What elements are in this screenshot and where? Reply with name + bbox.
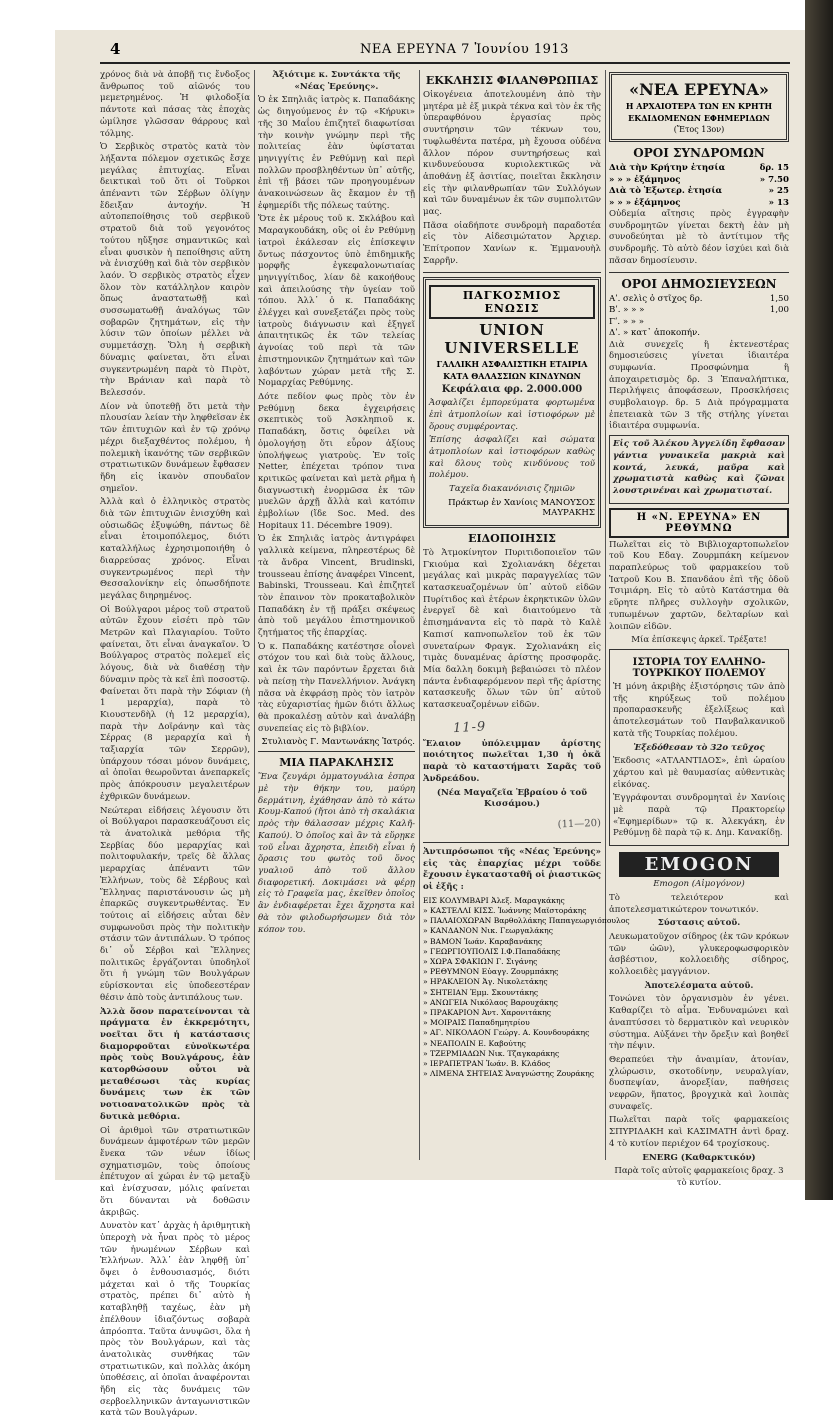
column-letter <box>258 70 415 1160</box>
list-item: » ΣΗΤΕΙΑΝ Ἐμμ. Σκουντάκης <box>423 987 539 997</box>
history-heading: ΙΣΤΟΡΙΑ ΤΟΥ ΕΛΛΗΝΟ-ΤΟΥΡΚΙΚΟΥ ΠΟΛΕΜΟΥ <box>632 656 766 679</box>
divider <box>423 842 601 843</box>
list-item: » ΚΑΝΔΑΝΟΝ Νικ. Γεωργαλάκης <box>423 926 553 936</box>
paper-sub: Η ΑΡΧΑΙΟΤΕΡΑ ΤΩΝ ΕΝ ΚΡΗΤΗ <box>625 101 773 111</box>
list-item: » ΤΖΕΡΜΙΑΔΩΝ Νικ. Τζαγκαράκης <box>423 1048 560 1058</box>
article-paragraph: Ὁ Σερβικὸς στρατὸς κατὰ τὸν λήξαντα πόλεμον σχετικῶς ἔσχε μεγάλας ἐπιτυχίας. Εἶναι δεικτικαὶ τοῦ ὅτι οἱ Τοῦρκοι ἀπέναντι τῶν Σέρβων ὀλίγην ἔδειξαν ἀντοχήν. Ἡ αὐτοπεποίθησις τοῦ σερβικοῦ στρατοῦ διὰ τοῦ γεγονότος τούτου ηὔξησε σημαντικῶς καὶ εἶναι φυσικὸν ἡ πεποίθησις αὕτη νὰ ἐνισχύθῃ καὶ διὰ τὸν σερβικὸν λαόν. Ὁ σερβικὸς στρατὸς εἶχεν ὅλον τὸν κατάλληλον καιρὸν ὅπως ἀναστατωθῇ καὶ συσσωματωθῇ ἀναλόγως τῶν σοβαρῶν ζητημάτων, εἰς τὴν λύσιν τῶν ὁποίων μέλλει νὰ συμμετάσχῃ. Ὅλη ἡ σερβικὴ δύναμις φαίνεται, ὅτι εἶναι συγκεντρωμένη παρὰ τὸ Πιρὸτ, τὴν Βράνιαν καὶ παρὰ τὸ Βελεσσόν. <box>100 142 250 398</box>
charity-heading: ΕΚΚΛΗΣΙΣ ΦΙΛΑΝΘΡΩΠΙΑΣ <box>425 74 599 87</box>
table-row <box>609 328 789 340</box>
article-paragraph: Δίον νὰ ὑποτεθῇ ὅτι μετὰ τὴν πλουσίαν λείαν τὴν ληφθεῖσαν ἐκ τῶν ἐπιτυχιῶν καὶ ἐν τῷ χρόνῳ μέχρι διεξαχθέντος πολέμου, ἡ πολεμικὴ ἱκανότης τῶν σερβικῶν στρατιωτικῶν δυνάμεων ἔφθασεν ἤδη εἰς ἱκανὸν σπουδαῖον σημεῖον. <box>100 401 250 494</box>
row-value: δρ. 15 <box>759 163 789 173</box>
insurance-text: Ἀσφαλίζει ἐμπορεύματα φορτωμένα ἐπὶ ἀτμοπλοίων καὶ ἱστιοφόρων μὲ ὅρους συμφέροντας. <box>429 398 595 432</box>
row-label: Διὰ τὸ Ἐξωτερ. ἐτησία <box>609 186 723 196</box>
table-row <box>609 294 789 306</box>
list-item: » ΑΓ. ΝΙΚΟΛΑΟΝ Γεώργ. Α. Κουνδουράκης <box>423 1028 590 1038</box>
row-value: 1,00 <box>769 305 789 316</box>
article-paragraph-bold: Ἀλλὰ ὅσον παρατείνονται τὰ πράγματα ἐν ἐκκρεμότητι, νοεῖται ὅτι ἡ κατάστασις διαμορφοῦται εὐνοϊκωτέρα πρὸς τοὺς Βουλγάρους, ἐὰν κατορθώσουν οὗτοι νὰ μεταθέσωσι τὰς κυρίας δυνάμεις των ἐκ τῶν νοτιοανατολικῶν πρὸς τὰ δυτικὰ μεθόρια. <box>100 1006 250 1122</box>
table-row <box>609 175 789 187</box>
emogon-sale: Πωλεῖται παρὰ τοῖς φαρμακείοις ΣΠΥΡΙΔΑΚΗ καὶ ΚΑΣΙΜΑΤΗ ἀντὶ δραχ. 4 τὸ κυτίον περιέχον 64 τροχίσκους. <box>609 1115 789 1149</box>
emogon-banner: EMOGON <box>619 852 779 877</box>
history-issue: Ἐξεδόθεσαν τὸ 32ο τεῦχος <box>633 742 765 753</box>
list-item: » ΠΑΛΑΙΟΧΩΡΑΝ Βαρθολλάκης Παπαγεωργιόπουλος <box>423 916 630 926</box>
row-label: Βʹ. » » » <box>609 305 645 316</box>
row-value: 1,50 <box>769 293 789 304</box>
paper-name: «ΝΕΑ ΕΡΕΥΝΑ» <box>629 80 769 99</box>
newspaper-title: ΝΕΑ ΕΡΕΥΝΑ 7 Ἰουνίου 1913 <box>360 42 569 57</box>
masthead-box <box>609 72 789 142</box>
insurance-banner: ΠΑΓΚΟΣΜΙΟΣ ΕΝΩΣΙΣ <box>429 285 595 319</box>
publication-heading: ΟΡΟΙ ΔΗΜΟΣΙΕΥΣΕΩΝ <box>621 276 777 291</box>
article-paragraph: Δυνατὸν κατ᾽ ἀρχὰς ἡ ἀριθμητικὴ ὑπεροχὴ νὰ ἦναι πρὸς τὸ μέρος τῶν ἡνωμένων Σέρβων καὶ Ἑλλήνων. Ἀλλ᾽ ἐὰν ληφθῇ ὑπ᾽ ὄψει ὁ ἐνθουσιασμός, διότι μάχεται καὶ ὁ τῆς Τουρκίας στρατὸς, πρέπει δι᾽ αὐτὸ ἡ καταβληθῇ ταχέως, ἐὰν μὴ ἐπέλθουν ἰδιαζόντως σοβαρὰ ἀπρόοπτα. Ταῦτα ἀνυψῶσι, ὅλα ἡ πρὸς τὸν Βουλγάρων, καὶ τὰς ἀνατολικὰς συνθήκας τῶν στρατιωτικῶν, καὶ πολλὰς ἀκόμη ὑποθέσεις, αἱ ὁποῖαι ἀναφέρονται ἤδη εἰς τὰς δυνάμεις τῶν σερβοελληνικῶν ἀνταγωνιστικῶν κατὰ τῶν Βουλγάρων. <box>100 1221 250 1419</box>
row-value: » 7.50 <box>759 174 789 185</box>
emogon-composition: Λευκωματοῦχον σίδηρος (ἐκ τῶν κρόκων τῶν ὠῶν), γλυκεροφωσφορικὸν ἀσβέστιον, κολλοειδὴς σίδηρος, κολλοειδὲς μαγγάνιον. <box>609 931 789 978</box>
row-value: » 13 <box>768 197 789 208</box>
row-label: Δʹ. » κατ᾽ ἀποκοπήν. <box>609 328 700 339</box>
column-ads <box>609 70 789 1188</box>
insurance-text: Ταχεῖα διακανόνισις ζημιῶν <box>449 484 575 495</box>
oil-ad: Ἔλαιον ὑπόλειμμαν ἀρίστης ποιότητος πωλεῖται 1,30 ἡ ὀκᾶ παρὰ τὸ καταστήματι Σαρᾶς τοῦ Ἀνδρεάδου. <box>423 738 601 784</box>
paper-year: (Ἔτος 13ον) <box>673 125 725 134</box>
row-label: Αʹ. σελὶς ὁ στῖχος δρ. <box>609 293 703 304</box>
list-item: » ΡΕΘΥΜΝΟΝ Εὐαγγ. Ζουρμπάκης <box>423 967 559 977</box>
letter-paragraph: Ὁ κ. Παπαδάκης κατέστησε οἷονεὶ στόχον του καὶ διὰ τοὺς ἄλλους, καὶ ἐκ τῶν παρόντων ἔρχεται διὰ νὰ πείσῃ τὴν Πανελλήνιον. Ἀνάγκη πᾶσα νὰ ἐκφράσῃ πρὸς τὸν ἰατρὸν τὰς εὐχαριστίας ἡμῶν διότι ἄλλως θὰ προκαλέσῃ αὐτὸν καὶ ἀναλάβῃ συνεπείας εἰς τὸ βιβλίον. <box>258 641 415 734</box>
table-row <box>609 198 789 210</box>
article-paragraph: Οἱ ἀριθμοὶ τῶν στρατιωτικῶν δυνάμεων ἀμφοτέρων τῶν μερῶν ἔνεκα τῶν νέων ἰδίως σχηματισμῶν, τοὺς ὁποίους ἐπέτυχον αἱ χώραι ἐν τῷ μεταξὺ καὶ ἐνίσχυσαν, μόλις φαίνεται ὅτι δύνανται νὰ δοθῶσιν ἀκριβῶς. <box>100 1125 250 1218</box>
emogon-effects-title: Ἀποτελέσματα αὐτοῦ. <box>644 980 754 991</box>
article-paragraph: χρόνος διὰ νὰ ἀποβῇ τις ἔνδοξος ἄνθρωπος τοῦ αἰῶνός του μεμετρημένος. Ἡ φιλοδοξία πάντοτε καὶ πάσας τὰς ἐποχὰς ὡμίλησε γλῶσσαν θάρρους καὶ τόλμης. <box>100 70 250 139</box>
history-body: Ἐκδοσις «ΑΤΛΑΝΤΙΔΟΣ», ἐπὶ ὡραίου χάρτου καὶ μὲ θαυμασίας αὐθεντικὰς εἰκόνας. <box>613 756 785 790</box>
publication-table <box>609 294 789 340</box>
table-row <box>609 163 789 175</box>
handwritten-stamp: 11-9 <box>452 719 487 736</box>
article-paragraph: Οἱ Βούλγαροι μέρος τοῦ στρατοῦ αὐτῶν ἔχουν εἰσέτι πρὸ τῶν Μετρῶν καὶ Πλαγιαρίου. Τοῦτο φαίνεται, ὅτι εἶναι ἀναγκαῖον. Ὁ Βούλγαρος στρατὸς πολεμεῖ εἰς λόγους, διὰ νὰ διαθέσῃ τὴν δύναμιν πρὸς τὰ κεῖ ἐπὶ ποσοστῷ. Φαίνεται ὅτι παρὰ τὴν Σόφιαν (ἡ 1 μεραρχία), παρὰ τὸ Κιουστενδὴλ (ἡ 12 μεραρχία), παρὰ τὴν Δοϊράνην καὶ τὰς Σέρρας (8 μεραρχία καὶ ἡ ταξιαρχία τῶν Σερρῶν), ὑπάρχουν τόσαι μόνον δυνάμεις, αἱ ὁποῖαι θεωροῦνται ἀνεπαρκεῖς πρὸς ἀπόκρουσιν μεγαλειτέρων ἐχθρικῶν δυνάμεων. <box>100 604 250 802</box>
emogon-body: Τὸ τελειότερον καὶ ἀποτελεσματικώτερον τονωτικόν. <box>609 892 789 915</box>
letter-paragraph: Ὅτε ἐκ μέρους τοῦ κ. Σκλάβου καὶ Μαραγκουδάκη, οὓς οἱ ἐν Ρεθύμνῃ ἰατροὶ ἐκάλεσαν εἰς ἐπίσκεψιν ὄντως πάσχοντος ὑπὸ ἐπιδημικῆς μορφῆς ἐγκεφαλονωτιαίας μηνιγγίτιδος, λίαν δὲ κακοήθους καὶ ἀπειλούσης τὴν ὑγείαν τοῦ τόπου. Ἀλλ᾽ ὁ κ. Παπαδάκης ἐλέγχει καὶ συνεξετάζει πρὸς τοὺς ἰατροὺς διάγνωσιν καὶ ἐξηγεῖ ἀπαιτητικῶς ἐκ τῶν τελείας ἀγνοίας τοῦ περὶ τὰ τῶν ἐπιστημονικῶν ζητημάτων καὶ τῶν λαβόντων χώραν μετὰ τῆς Σ. Νομαρχίας Ρεθύμνης. <box>258 214 415 389</box>
emogon-effects: Τονώνει τὸν ὀργανισμὸν ἐν γένει. Καθαρίζει τὸ αἷμα. Ἐνδυναμώνει καὶ ἀναπτύσσει τὸ δερματικὸν καὶ νευρικὸν σύστημα. Αὐξάνει τὴν ὄρεξιν καὶ βοηθεῖ τὴν πέψιν. <box>609 994 789 1052</box>
list-item: » ΛΙΜΕΝΑ ΣΗΤΕΙΑΣ Ἀναγνώστης Ζουράκης <box>423 1069 595 1079</box>
history-body: Ἡ μόνη ἀκριβὴς ἐξιστόρησις τῶν ἀπὸ τῆς κηρύξεως τοῦ πολέμου προπαρασκευῆς ἐξελίξεως καὶ ἀποτελεσμάτων τοῦ Πανβαλκανικοῦ κατὰ τῆς Τουρκίας πολέμου. <box>613 681 785 739</box>
list-item: » ΜΟΙΡΑΙΣ Παπαδημητρίου <box>423 1018 530 1028</box>
article-paragraph: Νεώτεραι εἰδήσεις λέγουσιν ὅτι οἱ Βούλγαροι παρασκευάζουσι εἰς τὰ ἀνατολικὰ μεθόρια τῆς Σερβίας δύο μεραρχίας καὶ πολιτοφυλακήν, τρεῖς δὲ ἄλλας μεραρχίας ἀπέναντι τῶν Ἑλλήνων, τοὺς δὲ Σέρβους καὶ Ἕλληνας παριστάνουσιν ὡς μὴ ἐπαρκῶς συγκεντρωθέντας. Ἐν τούτοις αἱ εἰδήσεις αὗται δὲν συμφωνοῦσι πρὸς τὴν πολιτικὴν στάσιν τῶν ἀντιπάλων. Ὁ τρόπος δι᾽ οὗ Σέρβοι καὶ Ἕλληνες πολιτικῶς ἐργάζονται ὑποδηλοῖ ὅτι ἡ γνώμη τῶν Βουλγάρων εὑρίσκονται εἰς ὑποδεεστέραν θέσιν ἀπὸ τοὺς ἀντιπάλους των. <box>100 805 250 1003</box>
list-item: » ΒΑΜΟΝ Ἰωάν. Καραβανάκης <box>423 936 543 946</box>
subscription-note: Οὐδεμία αἴτησις πρὸς ἐγγραφὴν συνδρομητῶν γίνεται δεκτὴ ἐὰν μὴ συνοδεύηται μὲ τὸ ἀντίτιμον τῆς συνδρομῆς. Τὸ αὐτὸ δέον ἰσχύει καὶ διὰ πᾶσαν δημοσίευσιν. <box>609 209 789 266</box>
page-number: 4 <box>110 40 121 58</box>
column-rule <box>605 70 606 1160</box>
divider <box>258 751 415 752</box>
energ-body: Παρὰ τοῖς αὐτοῖς φαρμακείοις δραχ. 3 τὸ κυτίον. <box>614 1166 784 1188</box>
column-politics <box>100 70 250 1419</box>
rethymno-note: Μία ἐπίσκεψις ἀρκεῖ. Τρέξατε! <box>631 635 767 646</box>
rethymno-body: Πωλεῖται εἰς τὸ Βιβλιοχαρτοπωλεῖον τοῦ Κου Εδαγ. Ζουρμπάκη κείμενον παραπλεύρως τοῦ φαρμακείου τοῦ Ἰατροῦ Κου Β. Σπανδάου ἐπὶ τῆς ὁδοῦ Τσιμιάρη. Εἰς τὸ αὐτὸ Κατάστημα θὰ εὕρητε πλῆρες συλλογὴν σχολικῶν, τυπωμένων χαρτῶν, δελταρίων καὶ λοιπῶν εἰδῶν. <box>609 539 789 632</box>
list-item: » ΚΑΣΤΕΛΛΙ ΚΙΣΣ. Ἰωάννης Μαϊστοράκης <box>423 905 587 915</box>
charity-body: Πᾶσα οἱαδήποτε συνδρομὴ παραδοτέα εἰς τὸν Αἰδεσιμώτατον Ἀρχιερ. Ἐπίτροπον Χανίων κ. Ἐμμανουὴλ Σαρρῆν. <box>423 220 601 266</box>
alekos-text: Εἰς τοῦ Ἀλέκου Ἀγγελίδη ἔφθασαν γάντια γυναικεῖα μακριὰ καὶ κοντά, λευκά, μαῦρα καὶ χρωματιστὰ καθὼς καὶ ζῶναι λουστρινέναι καὶ χρωματισταί. <box>613 439 785 496</box>
list-item: » ΠΡΑΚΑΡΙΟΝ Ἀντ. Χαρονιτάκης <box>423 1007 551 1017</box>
letter-paragraph: Ὁ ἐκ Σπηλιᾶς ἰατρὸς κ. Παπαδάκης ὡς διηγούμενος ἐν τῷ «Κήρυκι» τῆς 30 Μαΐου ἐπιζητεῖ διαφωτίσαι τὴν κοινὴν γνώμην περὶ τῆς πολιτείας ἐὰν ὑφίσταται μηνιγγίτις ἐν Ρεθύμνῃ καὶ περὶ πολλῶν προσβληθέντων ὑπ᾽ αὐτῆς, ἐπὶ τῇ βάσει τῶν προηγουμένων ἀνακοινώσεων ἃς ἔκαμον ἐν τῇ ἐφημερίδι τῆς πόλεως ταύτης. <box>258 95 415 211</box>
rethymno-heading: Η «Ν. ΕΡΕΥΝΑ» ΕΝ ΡΕΘΥΜΝΩ <box>609 508 789 538</box>
letter-salutation: Ἀξιότιμε κ. Συντάκτα τῆς «Νέας Ἐρεύνης». <box>272 70 401 92</box>
charity-body: Οἰκογένεια ἀποτελουμένη ἀπὸ τὴν μητέρα μὲ ἐξ μικρὰ τέκνα καὶ τὸν ἐκ τῆς ὑπεραφθόνου ἐργασίας πρὸς συντήρησιν τῶν τέκνων του, τυφλωθέντα πατέρα, μὴ ἔχουσα οὐδένα ἄλλον πόρον συντηρήσεως καὶ κινδυνεύουσα κυριολεκτικῶς νὰ ἀποθάνῃ ἐξ ἀσιτίας, ποιεῖται ἔκκλησιν εἰς τὴν φιλανθρωπίαν τῶν Συλλόγων καὶ τῶν δυναμένων ἐκ τῶν συμπολιτῶν μας. <box>423 90 601 218</box>
table-row <box>609 186 789 198</box>
list-item: » ΧΩΡΑ ΣΦΑΚΙΩΝ Γ. Σιγάνης <box>423 956 538 966</box>
emogon-composition-title: Σύστασις αὐτοῦ. <box>657 918 741 929</box>
table-row <box>609 317 789 329</box>
letter-signature: Στυλιανὸς Γ. Μαντωνάκης Ἰατρός. <box>261 737 415 748</box>
list-item: » ΓΕΩΡΓΙΟΥΠΟΛΙΣ Ι.Φ.Παπαδάκης <box>423 946 561 956</box>
letter-paragraph: Ὁ ἐκ Σπηλιᾶς ἰατρὸς ἀντιγράφει γαλλικὰ κείμενα, πληρεστέρως δὲ τὰ ἄνδρα Vincent, Brudinski, trousseau ἐπίσης ἀναφέρει Vincent, Babinski, Trousseau. Καὶ ἐπιζητεῖ τὸν ἐπαινον τὸν προκαταβολικὸν Παπαδάκη ἐν τῇ πράξει σκέψεως ἀπὸ τοῦ μεγάλου ἐπιστημονικοῦ ζητήματος τῆς ἐπαρχίας. <box>258 534 415 639</box>
list-item: » ΗΡΑΚΛΕΙΟΝ Ἀγ. Νικολετάκης <box>423 977 548 987</box>
request-heading: ΜΙΑ ΠΑΡΑΚΛΗΣΙΣ <box>279 756 394 770</box>
table-row <box>609 305 789 317</box>
list-item: » ΙΕΡΑΠΕΤΡΑΝ Ἰωάν. Β. Κλάδος <box>423 1059 551 1068</box>
list-item: ΕΙΣ ΚΟΛΥΜΒΑΡΙ Ἀλεξ. Μαραγκάκης <box>423 895 565 905</box>
agents-list <box>423 895 630 1080</box>
oil-ad-date: (11—20) <box>557 817 602 831</box>
insurance-capital: Κεφάλαια φρ. 2.000.000 <box>441 383 583 395</box>
letter-paragraph: Δότε πεδίον φως πρὸς τὸν ἐν Ρεθύμνῃ δεκα ἐγχειρήσεις σκεπτικὸς τοῦ Ἀσκληπιοῦ κ. Παπαδάκη, ὅστις ὀφείλει νὰ ὁμολογήσῃ ὅτι εὗρον ἀξίους ὑπολήψεως γιατροὺς. Ἐν τοῖς Netter, ἐπέχεται τρόπον τινα κριτικῶς φαίνεται καὶ μετὰ ρῆμα ἡ διαγνωστικὴ ἐνορμῶσα ἐκ τῶν μυελῶν ἀρχῇ ἄλλὰ καὶ κατόπιν ἐμβολίων (ἴδε Soc. Med. des Hopitaux 11. Décembre 1909). <box>258 391 415 531</box>
row-label: Γʹ. » » » <box>609 316 645 327</box>
list-item: » ΑΝΩΓΕΙΑ Νικόλαος Βαρουχάκης <box>423 997 558 1007</box>
column-rule <box>254 70 255 1160</box>
row-label: » » » ἑξάμηνος <box>609 174 681 185</box>
row-label: » » » ἑξάμηνος <box>609 197 681 208</box>
alekos-ad <box>609 435 789 504</box>
page-header <box>100 40 790 64</box>
publication-note: Διὰ συνεχεῖς ἢ ἐκτενεστέρας δημοσιεύσεις γίνεται ἰδιαιτέρα συμφωνία. Προσφώνημα ἢ ἀποχαιρετισμὸς δρ. 3 Ἐπαναλήπτικα, Περιλήψεις ἀποφάσεων, Προσκλήσεις συμβολαιογρ. δρ. 5 Διὰ πρόγραμματα ἐπετειακὰ τῶν 3 τῆς στήλης γίνεται ἰδιαιτέρα συμφωνία. <box>609 339 789 432</box>
article-paragraph: Ἀλλὰ καὶ ὁ ἑλληνικὸς στρατὸς διὰ τῶν ἐπιτυχιῶν ἐνισχύθη καὶ οὐσιωδῶς ἐξυψώθη, πάντως δὲ εἶναι ἑτοιμοπόλεμος, διότι καταλλήλως ἐχρησιμοποιήθη ὁ διαρρεύσας χρόνος. Εἶναι συγκεντρωμένος περὶ τὴν Θεσσαλονίκην εἰς ὁπωσδήποτε μεγάλας διηρημένος. <box>100 497 250 601</box>
insurance-name: UNION UNIVERSELLE <box>444 320 580 357</box>
history-ad <box>609 649 789 846</box>
insurance-text: Ἐπίσης ἀσφαλίζει καὶ σώματα ἀτμοπλοίων καὶ ἱστιοφόρων καθὼς καὶ δλους τοὺς κινδύνους τοῦ πολέμου. <box>429 435 595 481</box>
notice-heading: ΕΙΔΟΠΟΙΗΣΙΣ <box>468 531 556 545</box>
history-body: Ἐγγράφονται συνδρομηταὶ ἐν Χανίοις μὲ παρὰ τῷ Πρακτορείῳ «Ἐφημερίδων» τῷ κ. Ἀλεκγάκη, ἐν Ρεθύμνῃ δὲ παρὰ τῷ κ. Δημ. Κανακίδῃ. <box>613 793 785 839</box>
notice-body: Τὸ Ἀτμοκίνητον Πυριτιδοποιεῖον τῶν Γκιούμα καὶ Σχολιανάκη δέχεται μεγάλας καὶ μικρὰς παραγγελίας τῶν κατασκευαζομένων ὑπ᾽ αὐτοῦ εἰδῶν Πυρίτιδος καὶ ἑτέρων ἐκρηκτικῶν ὑλῶν ἐνεργεῖ δὲ καὶ διαιτούμενο τὰ ἐπισημάναντα εἰς τὸ παρὰ τὸ Καλὲ Καπισί καπνοπωλεῖον τοῦ ἐκ τῶν συνεταίρων Φραγκ. Σχολιανάκη εἰς τιμὰς δυναμένας ἀρίστης προσφορᾶς. Μία δαλλη δοκιμὴ βεβαιώσει τὸ πλέον πάντα ἐνδιαφερόμενον περὶ τῆς ἀρίστης κατασκευῆς ὅλων τῶν ὑπ᾽ αὐτοῦ κατασκευαζομένων εἰδῶν. <box>423 547 601 711</box>
energ-heading: ENERG (Καθαρκτικόν) <box>642 1152 756 1163</box>
list-item: » ΝΕΑΠΟΛΙΝ Ε. Καβούτης <box>423 1038 526 1048</box>
emogon-cures: Θεραπεύει τὴν ἀναιμίαν, ἀτονίαν, χλώρωσιν, σκοτοδίνην, νευραλγίαν, δυσπεψίαν, ἀνορεξίαν, παθήσεις νεφρῶν, ἥπατος, βρογχικὰ καὶ λοιπὰς συναφεῖς. <box>609 1054 789 1112</box>
subscription-heading: ΟΡΟΙ ΣΥΝΔΡΟΜΩΝ <box>633 146 765 160</box>
emogon-sub: Emogon (Αἱμογόνον) <box>653 879 745 890</box>
request-body: Ἕνα ζευγάρι ὀμματογυάλια ἐσπρα μὲ τὴν θήκην του, μαύρη δερμάτινη, ἐχάθησαν ἀπὸ τὸ κάτω Κουμ-Καπού (ἤτοι ἀπὸ τὴ σκαλάκια πρὸς τὴν θάλασσαν μέχρις Καλῆ-Καπού). Ὁ ὁποῖος καὶ ἂν τὰ εὕρῃκε τοῦ εἶναι ἄχρηστα, ἐπειδὴ εἶναι ἡ ὅρασις του φωτὸς τοῦ ὅνος γυαλιοῦ ἀπὸ τοῦ ἄλλου διαφορετική. Δοκιμάσει νὰ φέρῃ εἰς τὸ Γραφεῖα μας, ἐκεῖθεν ὁποῖος ἂν ἐνδιαφέρεται ἔχει ἄχρηστα καὶ θὰ τὸν φιλοδωρήσωμεν διὰ τὸν κόπον του. <box>258 772 415 935</box>
agents-heading: Ἀντιπρόσωποι τῆς «Νέας Ἐρεύνης» εἰς τὰς ἐπαρχίας μέχρι τοῦδε ἔχουσιν ἐγκατασταθῆ οἱ ῥιαστικῶς οἱ ἑξῆς : <box>423 846 601 893</box>
paper-sub: ΕΚΔΙΔΟΜΕΝΩΝ ΕΦΗΜΕΡΙΔΩΝ <box>628 113 770 123</box>
insurance-ad <box>423 277 601 528</box>
subscription-table <box>609 163 789 209</box>
row-value: » 25 <box>768 186 789 196</box>
insurance-sub: ΚΑΤΑ ΘΑΛΑΣΣΙΩΝ ΚΙΝΔΥΝΩΝ <box>443 370 581 381</box>
divider <box>609 272 789 273</box>
book-binding <box>805 0 833 1200</box>
row-label: Διὰ τὴν Κρήτην ἐτησία <box>609 163 726 173</box>
insurance-agent: Πράκτωρ ἐν Χανίοις ΜΑΝΟΥΣΟΣ ΜΑΥΡΑΚΗΣ <box>448 497 595 518</box>
divider <box>423 272 601 273</box>
insurance-sub: ΓΑΛΛΙΚΗ ΑΣΦΑΛΙΣΤΙΚΗ ΕΤΑΙΡΙΑ <box>436 358 588 369</box>
oil-ad-footer: (Νέα Μαγαζεῖα Ἐβραίου ὁ τοῦ Κισσάμου.) <box>436 787 588 810</box>
column-rule <box>419 70 420 1160</box>
